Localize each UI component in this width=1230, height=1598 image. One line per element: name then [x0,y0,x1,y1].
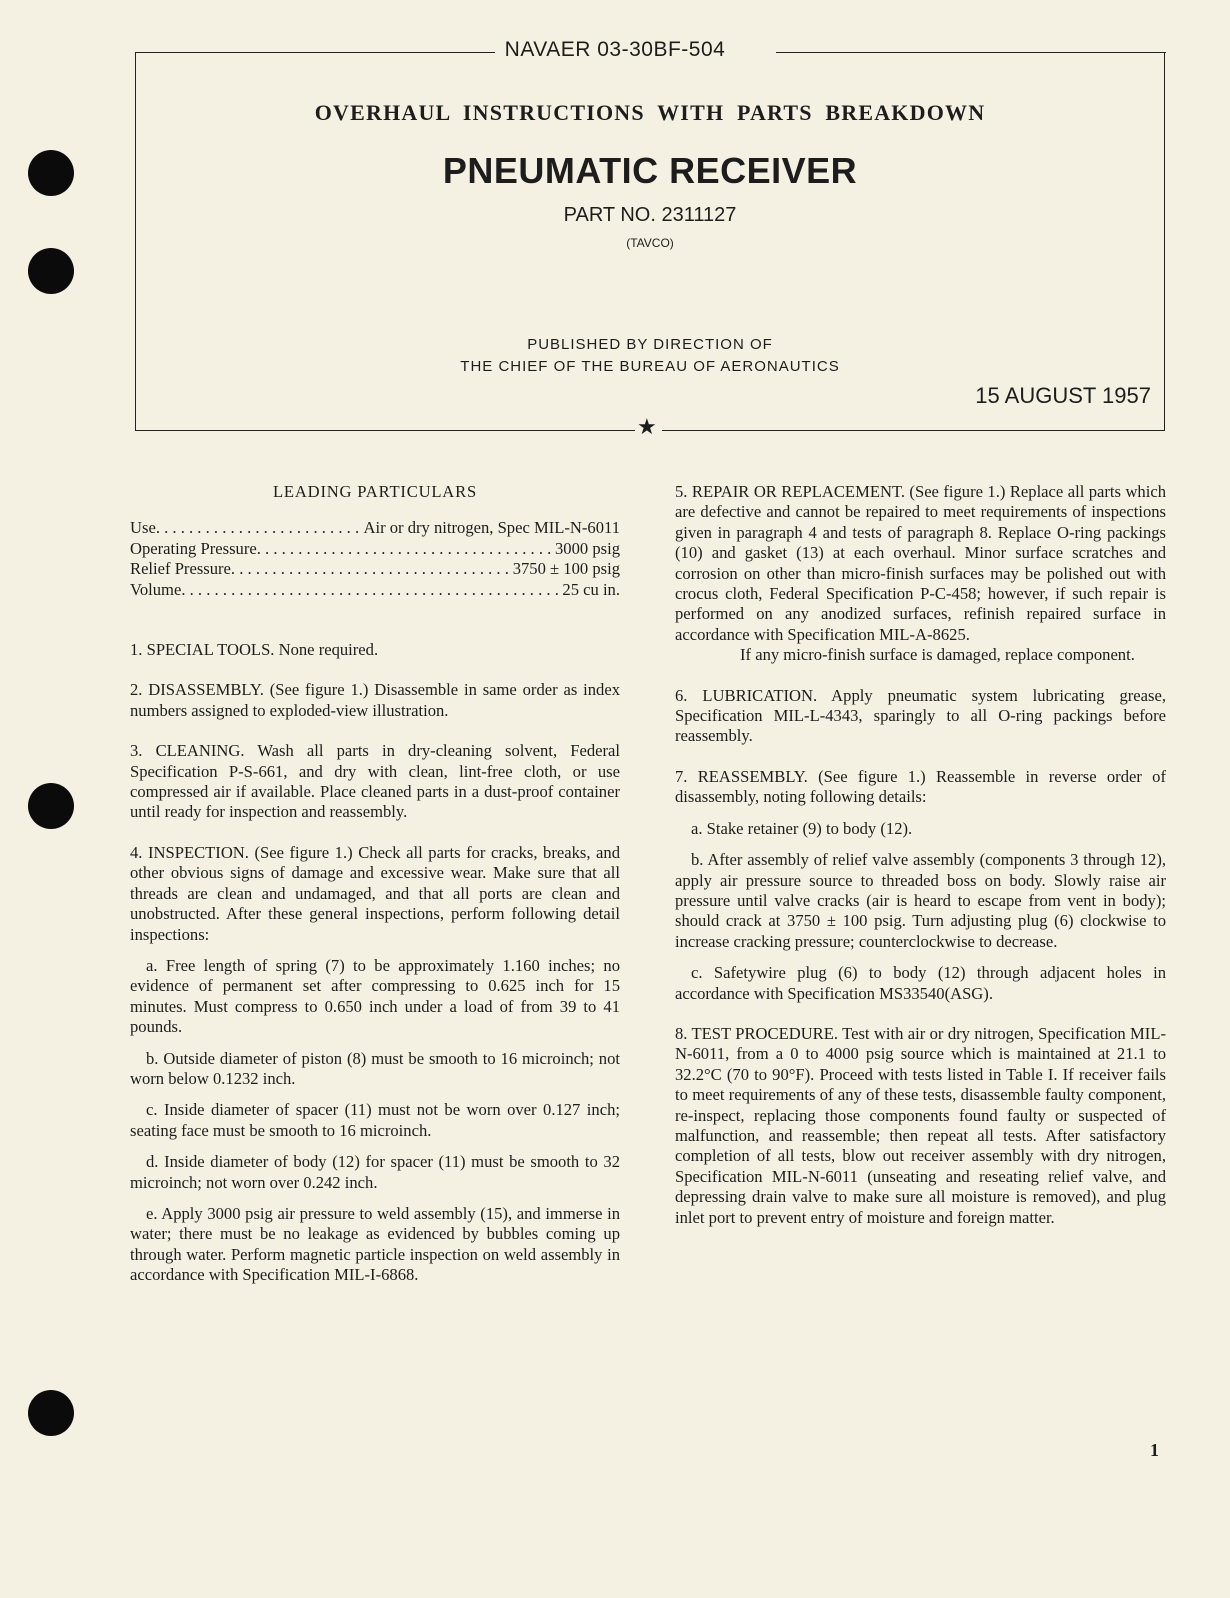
binder-hole [28,150,74,196]
inspection-item: a. Free length of spring (7) to be approximately 1.160 inches; no evidence of permanent set after compressing to 0.625 inch for 15 minutes. Must compress to 0.650 inch under a load of from 39 to 41 pounds. [130,955,620,1037]
header-frame-rule [662,430,1165,431]
part-number: PART NO. 2311127 [563,204,737,226]
particulars-row [130,580,620,600]
leading-particulars-heading: LEADING PARTICULARS [273,482,477,501]
leader-dots [231,559,509,579]
particulars-value: 3000 psig [555,538,620,558]
inspection-item: c. Inside diameter of spacer (11) must not be worn over 0.127 inch; seating face must be smooth to 16 microinch. [130,1100,620,1140]
section-repair-replacement: 5. REPAIR OR REPLACEMENT. (See figure 1.) Replace all parts which are defective and cannot be repaired to meet requirements of inspections given in paragraph 4 and tests of paragraph 8. Replace O-ring packings (10) and gasket (13) at each overhaul. Minor surface scratches and corrosion on other than micro-finish surfaces may be polished out with crocus cloth, Federal Specification P-C-458; however, if such repair is performed on any anodized surfaces, refinish repaired surface in accordance with Specification MIL-A-8625. [675,482,1166,644]
doc-subtitle: OVERHAUL INSTRUCTIONS WITH PARTS BREAKDOWN [314,100,986,125]
particulars-label: Operating Pressure [130,538,257,558]
reassembly-item: a. Stake retainer (9) to body (12). [691,818,913,838]
binder-hole [28,783,74,829]
page-number: 1 [1150,1440,1159,1460]
leader-dots [156,518,360,538]
particulars-label: Volume [130,579,182,599]
left-column [130,482,620,1286]
reassembly-item: c. Safetywire plug (6) to body (12) through adjacent holes in accordance with Specification MS33540(ASG). [675,963,1166,1003]
particulars-row [130,518,620,538]
section-inspection: 4. INSPECTION. (See figure 1.) Check all parts for cracks, breaks, and other obvious signs of damage and excessive wear. Make sure that all threads are clean and undamaged, and that all ports are clean and unobstructed. After these general inspections, perform following detail inspections: [130,842,620,944]
publisher-line: PUBLISHED BY DIRECTION OF [527,336,773,353]
section-cleaning: 3. CLEANING. Wash all parts in dry-cleaning solvent, Federal Specification P-S-661, and dry with clean, lint-free cloth, or use compressed air if available. Place cleaned parts in a dust-proof container until ready for inspection and reassembly. [130,741,620,822]
publication-date: 15 AUGUST 1957 [975,383,1151,408]
particulars-row [130,559,620,579]
page-title: PNEUMATIC RECEIVER [442,150,858,191]
manufacturer: (TAVCO) [626,236,674,250]
binder-hole [28,248,74,294]
inspection-item: e. Apply 3000 psig air pressure to weld assembly (15), and immerse in water; there must be no leakage as evidenced by bubbles coming up through water. Perform magnetic particle inspection on weld assembly in accordance with Specification MIL-I-6868. [130,1203,620,1285]
particulars-value: Air or dry nitrogen, Spec MIL-N-6011 [363,518,620,538]
binder-hole [28,1390,74,1436]
section-disassembly: 2. DISASSEMBLY. (See figure 1.) Disassemble in same order as index numbers assigned to exploded-view illustration. [130,680,620,720]
doc-number: NAVAER 03-30BF-504 [0,38,1230,62]
inspection-item: d. Inside diameter of body (12) for spacer (11) must be smooth to 32 microinch; not worn over 0.242 inch. [130,1152,620,1192]
particulars-value: 25 cu in. [562,579,620,599]
reassembly-item: b. After assembly of relief valve assembly (components 3 through 12), apply air pressure source to threaded boss on body. Slowly raise air pressure until valve cracks (air is heard to escape from vent in body); should crack at 3750 ± 100 psig. Turn adjusting plug (6) clockwise to increase cracking pressure; counterclockwise to decrease. [675,850,1166,951]
leader-dots [257,539,551,559]
header-frame-rule [135,430,635,431]
section-test-procedure: 8. TEST PROCEDURE. Test with air or dry nitrogen, Specification MIL-N-6011, from a 0 to 4000 psig source which is maintained at 21.1 to 32.2°C (70 to 90°F). Proceed with tests listed in Table I. If receiver fails to meet requirements of any of these tests, disassemble faulty component, re-inspect, replacing those components found faulty or suspected of malfunction, and reassemble; then repeat all tests. After satisfactory completion of all tests, blow out receiver assembly with dry nitrogen, Specification MIL-N-6011 (unseating and reseating relief valve, and depressing drain valve to make sure all moisture is removed), and plug inlet port to prevent entry of moisture and foreign matter. [675,1023,1166,1227]
section-lubrication: 6. LUBRICATION. Apply pneumatic system lubricating grease, Specification MIL-L-4343, sparingly to all O-ring packings before reassembly. [675,685,1166,746]
leader-dots [181,580,558,600]
inspection-item: b. Outside diameter of piston (8) must be smooth to 16 microinch; not worn below 0.1232 inch. [130,1048,620,1088]
section-special-tools: 1. SPECIAL TOOLS. None required. [130,640,379,660]
publisher-line: THE CHIEF OF THE BUREAU OF AERONAUTICS [460,358,840,375]
particulars-label: Use [130,518,156,538]
particulars-row [130,539,620,559]
particulars-label: Relief Pressure [130,559,231,579]
right-column [675,482,1166,1228]
particulars-value: 3750 ± 100 psig [512,559,620,579]
section-repair-note: If any micro-finish surface is damaged, replace component. [740,645,1135,665]
star-icon: ★ [637,415,657,440]
section-reassembly: 7. REASSEMBLY. (See figure 1.) Reassemble in reverse order of disassembly, noting following details: [675,766,1166,807]
